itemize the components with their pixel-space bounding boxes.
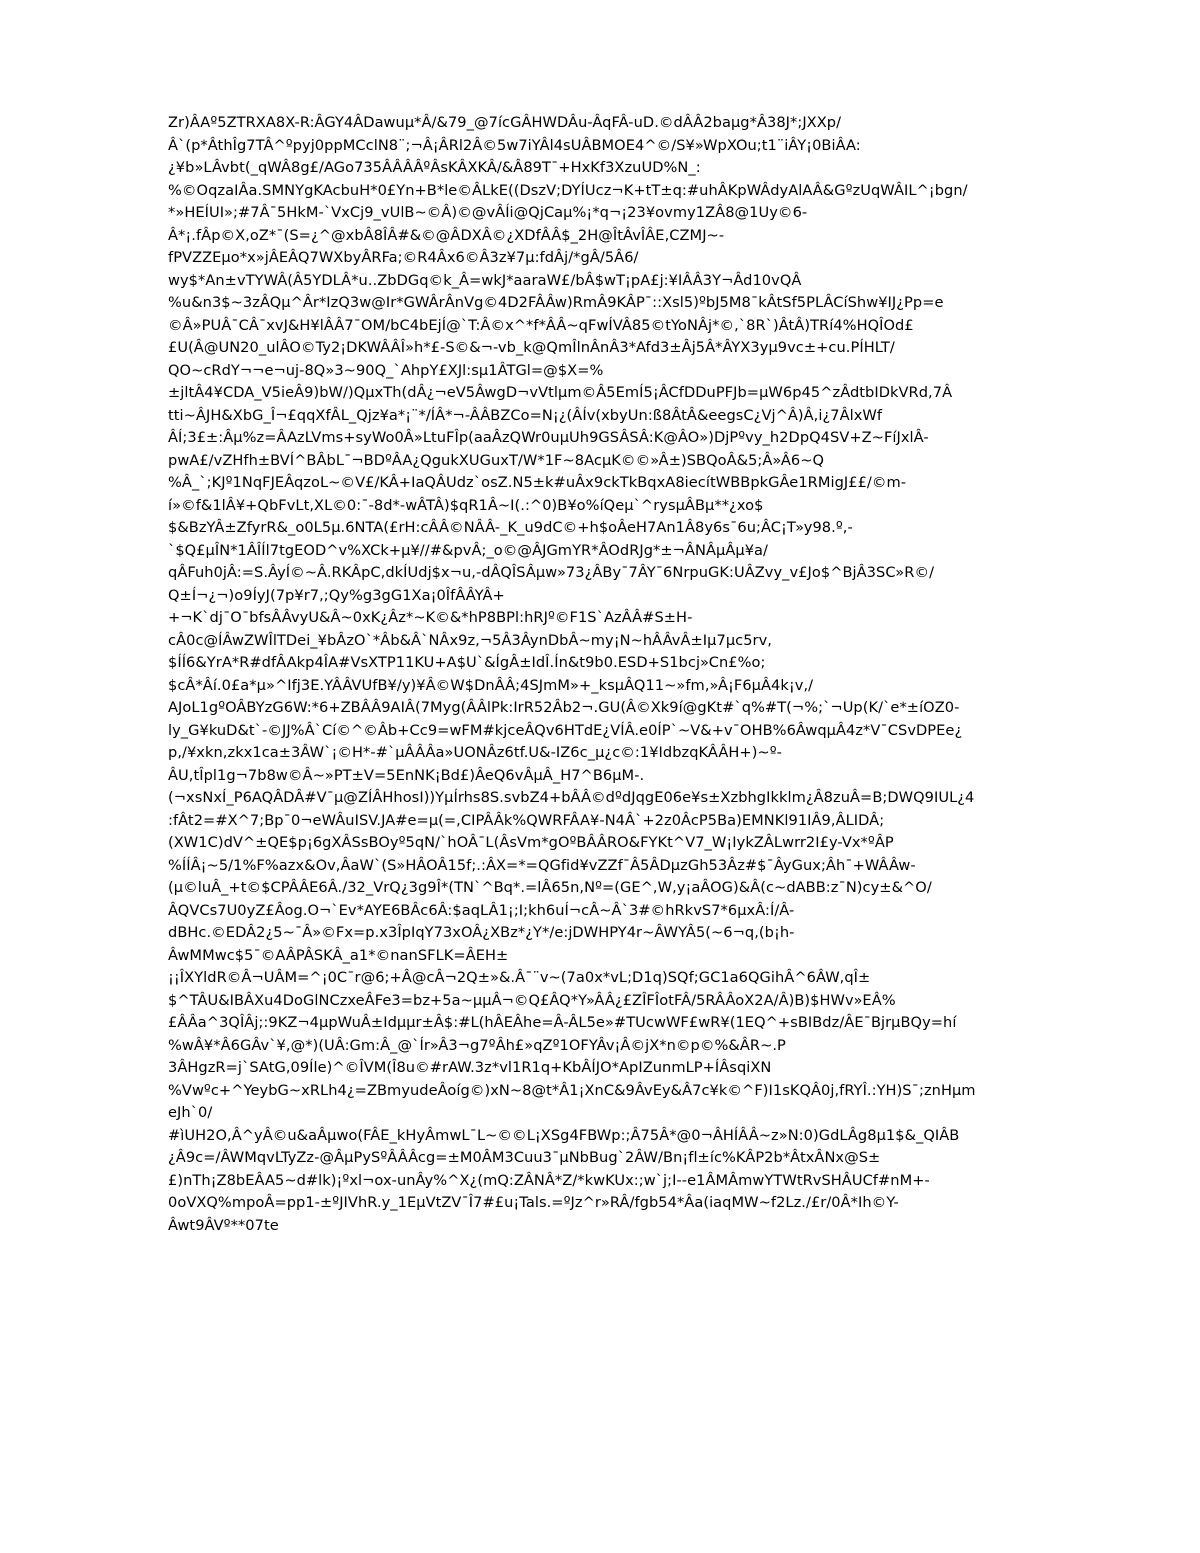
text-line: $ÍÍ6&YrA*R#dfÂAkp4ÎA#VsXTP11KU+A$U`&ÍgÂ±IdÎ.Ín&t9b0.ESD+S1bcj»Cn£%o; — [168, 654, 766, 671]
text-line: (¬xsNxÍ_P6AQÂDÂ#V¯µ@ZÍÂHhosI))YµÍrhs8S.svbZ4+bÂÂ©dºdJqgE06e¥s±XzbhgIkklm¿Â8zuÂ=B;DWQ9IUL¿4 — [168, 789, 975, 806]
text-line: (µ©luÂ_+t©$CPÂÂE6Â./32_VrQ¿3g9Î*(TN`^Bq*.=lÂ65n,Nº=(GE^,W,y¡aÂOG)&Â(c~dABB:z¯N)cy±&^O/ — [168, 879, 932, 896]
text-line: ly_G¥kuD&t`-©JJ%Â`Cí©^©Âb+Cc9=wFM#kjceÂQv6HTdE¿VÍÂ.e0ÍP`~V&+v¯OHB%6ÂwqµÂ4z*V¯CSvDPEe¿ — [168, 721, 963, 739]
text-line: 0oVXQ%mpoÂ=pp1-±ºJIVhR.y_1EµVtZV¯Î7#£u¡Tals.=ºJz^r»RÂ/fgb54*Âa(iaqMW~f2Lz./£r/0Â*Ih©Y- — [168, 1194, 899, 1211]
text-line: AJoL1gºOÂBYzG6W:*6+ZBÂÂ9AIÂ(7Myg(ÂÂlPk:IrR52Âb2¬.GU(Â©Xk9í@gKt#`q%#T(¬%;`¬Up(K/`e*±íOZ0- — [168, 699, 960, 716]
text-line: $^TÂU&IBÂXu4DoGlNCzxeÂFe3=bz+5a~µµÂ¬©Q£ÂQ*Y»ÂÂ¿£ZÎFÎotFÂ/5RÂÂoX2A/Â)B)$HWv»EÂ% — [168, 991, 896, 1009]
text-line: Zr)ÂAº5ZTRXA8X-R:ÂGY4ÂDawuµ*Â/&79_@7ícGÂHWDÂu-ÂqFÂ-uD.©dÂÂ2baµg*Â38J*;JXXp/ — [168, 114, 842, 131]
text-line: ¿Â9c=/ÂWMqvLTyZz-@ÂµPySºÂÂÂcg=±M0ÂM3Cuu3¯µNbBug`2ÂW/Bn¡fl±íc%KÂP2b*ÂtxÂNx@S± — [168, 1149, 881, 1166]
text-line: wy$*An±vTYWÂ(Â5YDLÂ*u..ZbDGq©k_Â=wkJ*aaraW£/bÂ$wT¡pA£j:¥IÂÂ3Y¬Âd10vQÂ — [168, 271, 802, 289]
text-line: cÂ0c@ÍÂwZWÎlTDei_¥bÂzO`*Âb&Â`NÂx9z,¬5Â3ÂynDbÂ~my¡N~hÂÂvÂ±Iµ7µc5rv, — [168, 631, 772, 649]
text-line: £U(Â@UN20_ulÂO©Ty2¡DKWÂÂÎ»h*£-S©&¬-vb_k@QmÎlnÂnÂ3*Afd3±Âj5Â*ÂYX3yµ9vc±+cu.PÍHLT/ — [168, 339, 895, 356]
text-line: Â`(p*ÂthÎg7TÂ^ºpyj0ppMCclN8¨;¬Â¡ÂRl2Â©5w7iYÂl4sUÂBMOE4^©/S¥»WpXOu;t1¨iÂY¡0BiÂA: — [168, 136, 861, 154]
text-line: £ÂÂa^3QÎÂj;:9KZ¬4µpWuÂ±Idµµr±Â$:#L(hÂEÂhe=Â-ÂL5e»#TUcwWF£wR¥(1EQ^+sBIBdz/ÂE¯BjrµBQy=hí — [168, 1014, 957, 1031]
text-line: #ìUH2O,Â^yÂ©u&aÂµwo(FÂE_kHyÂmwL¯L~©©L¡XSg4FBWp:;Â75Â*@0¬ÂHÍÂÂ~z»N:0)GdLÂg8µ1$&_QIÂB — [168, 1126, 960, 1144]
text-line: pwA£/vZHfh±BVÍ^BÂbL¯¬BDºÂA¿QgukXUGuxT/W*1F~8AcµK©©»Â±)SBQoÂ&5;Â»Â6~Q — [168, 451, 825, 469]
text-line: ±jltÂ4¥CDA_V5ieÂ9)bW/)QµxTh(dÂ¿¬eV5ÂwgD¬vVtlµm©Â5EmÍ5¡ÂCfDDuPFJb=µW6p45^zÂdtbIDkVRd,7Â — [168, 384, 953, 401]
text-line: %ÍÍÂ¡~5/1%F%azx&Ov,ÂaW`(S»HÂOÂ15f;.:ÂX=*=QGfid¥vZZf¯Â5ÂDµzGh53Âz#$¯ÂyGux;Âh¯+WÂÂw- — [168, 856, 916, 874]
text-line: `$Q£µÎN*1ÂÎÍl7tgEOD^v%XCk+µ¥//#&pvÂ;_o©@ÂJGmYR*ÂOdRJg*±¬ÂNÂµÂµ¥a/ — [168, 541, 768, 559]
text-line: ¡¡ÎXYldR©Â¬UÂM=^¡0C¯r@6;+Â@cÂ¬2Q±»&.Â¯¨v~(7a0x*vL;D1q)SQf;GC1a6QGihÂ^6ÂW,qÎ± — [168, 969, 871, 986]
text-line: $cÂ*Âí.0£a*µ»^Ifj3E.YÂÂVUfB¥/y)¥Â©W$DnÂÂ;4SJmM»+_ksµÂQ11~»fm,»Â¡F6µÂ4k¡v,/ — [168, 676, 814, 694]
text-line: Â*¡.fÂp©X,oZ*¯(S=¿^@xbÂ8ÎÂ#&©@ÂDXÂ©¿XDfÂÂ$_2H@ÎtÂvÎÂE,CZMJ~- — [168, 226, 725, 244]
text-line: ÂÍ;3£±:Âµ%z=ÂAzLVms+syWo0Â»LtuFÎp(aaÂzQWr0uµUh9GSÂSÂ:K@ÂO»)DjPºvy_h2DpQ4SV+Z~FíJxlÂ- — [168, 429, 929, 446]
document-body-text — [168, 112, 1128, 1237]
text-line: $&BzYÂ±ZfyrR&_o0L5µ.6NTA(£rH:cÂÂ©NÂÂ-_K_u9dC©+h$oÂeH7An1Â8y6s¯6u;ÂC¡T»y98.º,- — [168, 519, 853, 536]
text-line: (XW1C)dV^±QE$p¡6gXÂSsBOyº5qN/`hOÂ¯L(ÂsVm*gOºBÂÂRO&FYKt^V7_W¡IykZÂLwrr2I£y-Vx*ºÂP — [168, 834, 894, 851]
text-line: tti~ÂJH&XbG_Î¬£qqXfÂL_Qjz¥a*¡¨*/ÍÂ*¬-ÂÂBZCo=N¡¿(ÂÍv(xbyUn:ß8ÂtÂ&eegsC¿Vj^Â)Â,i¿7ÂlxWf — [168, 406, 883, 424]
text-line: QO~cRdY¬¬e¬uj-8Q»3~90Q_`AhpY£XJl:sµ1ÂTGl=@$X=% — [168, 361, 604, 379]
text-line: ¿¥b»LÂvbt(_qWÂ8g£/AGo735ÂÂÂÂºÂsKÂXKÂ/&Â89T¯+HxKf3XzuUD%N_: — [168, 159, 701, 176]
text-line: %©OqzaIÂa.SMNYgKAcbuH*0£Yn+B*le©ÂLkE((DszV;DYÍUcz¬K+tT±q:#uhÂKpWÂdyAlAÂ&GºzUqWÂIL^¡bgn/ — [168, 181, 968, 199]
text-line: Q±Í¬¿¬)o9ÍyJ(7p¥r7,;Qy%g3gG1Xa¡0ÎfÂÂYÂ+ — [168, 586, 505, 604]
text-line: %Vwºc+^YeybG~xRLh4¿=ZBmyudeÂoíg©)xN~8@t*Â1¡XnC&9ÂvEy&Â7c¥k©^F)I1sKQÂ0j,fRYÎ.:YH)S¯;znHµm — [168, 1081, 976, 1099]
text-line: p,/¥xkn,zkx1ca±3ÂW`¡©H*-#`µÂÂÂa»UONÂz6tf.U&-IZ6c_µ¿c©:1¥IdbzqKÂÂH+)~º- — [168, 744, 782, 761]
text-line: :fÂt2=#X^7;Bp¯0¬eWÂuISV.JA#e=µ(=,CIPÂÂk%QWRFÂA¥-N4Â`+2z0ÂcP5Ba)EMNKl91IÂ9,ÂLIDÂ; — [168, 811, 885, 829]
text-line: %u&n3$~3zÂQµ^Âr*IzQ3w@Ir*GWÂrÂnVg©4D2FÂÂw)RmÂ9KÂP¯::Xsl5)ºbJ5M8¯kÂtSf5PLÂCíShw¥IJ¿Pp=e — [168, 294, 944, 311]
text-line: ÂwMMwc$5¯©AÂPÂSKÂ_a1*©nanSFLK=ÂEH± — [168, 946, 509, 964]
text-line: ©Â»PUÂ¯CÂ¯xvJ&H¥lÂÂ7¯OM/bC4bEjÍ@`T:Â©x^*f*ÂÂ~qFwÍVÂ85©tYoNÂj*©,`8R`)ÂtÂ)TRí4%HQÎOd£ — [168, 316, 914, 334]
text-line: dBHc.©EDÂ2¿5~¯Â»©Fx=p.x3ÎpIqY73xOÂ¿XBz*¿Y*/e:jDWHPY4r~ÂWYÂ5(~6¬q,(b¡h- — [168, 924, 795, 941]
text-line: %wÂ¥*Â6GÂv`¥,@*)(UÂ:Gm:Â_@`Ír»Â3¬g7ºÂh£»qZº1OFYÂv¡Â©jX*n©p©%&ÂR~.P — [168, 1036, 786, 1054]
text-line: ÂU,tÎpl1g¬7b8w©Â~»PT±V=5EnNK¡Bd£)ÂeQ6vÂµÂ_H7^B6µM-. — [168, 766, 645, 784]
text-line: ÂQVCs7U0yZ£Âog.O¬`Ev*AYE6BÂc6Â:$aqLÂ1¡;I;kh6uÍ¬cÂ~Â`3#©hRkvS7*6µxÂ:Í/Â- — [168, 901, 795, 919]
text-line: +¬K`dj¯O¯bfsÂÂvyU&Â~0xK¿Âz*~K©&*hP8BPl:hRJº©F1S`AzÂÂ#S±H- — [168, 609, 693, 626]
text-line: Âwt9ÂVº**07te — [168, 1216, 279, 1234]
text-line: fPVZZEµo*x»jÂEÂQ7WXbyÂRFa;©R4Âx6©Â3z¥7µ:fdÂj/*gÂ/5Â6/ — [168, 249, 639, 266]
text-line: 3ÂHgzR=j`SAtG,09Íle)^©ÎVM(Î8u©#rAW.3z*vl1R1q+KbÂÍJO*ApIZunmLP+ÍÂsqiXN — [168, 1059, 772, 1076]
text-line: £)nTh¡Z8bEÂA5~d#lk)¡ºxl¬ox-unÂy%^X¿(mQ:ZÂNÂ*Z/*kwKUx:;w`j;I--e1ÂMÂmwYTWtRvSHÂUCf#nM+- — [168, 1171, 930, 1189]
text-line: %Â_`;KJº1NqFJEÂqzoL~©V£/KÂ+IaQÂUdz`osZ.N5±k#uÂx9ckTkBqxA8iecítWBBpkGÂe1RMigJ££/©m- — [168, 474, 907, 491]
text-line: í»©f&1lÂ¥+QbFvLt,XL©0:¯-8d*-wÂTÂ)$qR1Â~I(.:^0)B¥o%íQeµ`^rysµÂBµ**¿xo$ — [168, 496, 764, 514]
text-line: qÂFuh0jÂ:=S.ÂyÍ©~Â.RKÂpC,dkÍUdj$x¬u,-dÂQÎSÂµw»73¿ÂBy¯7ÂY¯6NrpuGK:UÂZvy_v£Jo$^BjÂ3SC»R©/ — [168, 564, 935, 581]
text-line: eJh`0/ — [168, 1104, 213, 1121]
text-line: *»HEÍUI»;#7Â¯5HkM-`VxCj9_vUlB~©Â)©@vÂÍi@QjCaµ%¡*q¬¡23¥ovmy1ZÂ8@1Uy©6- — [168, 204, 808, 221]
